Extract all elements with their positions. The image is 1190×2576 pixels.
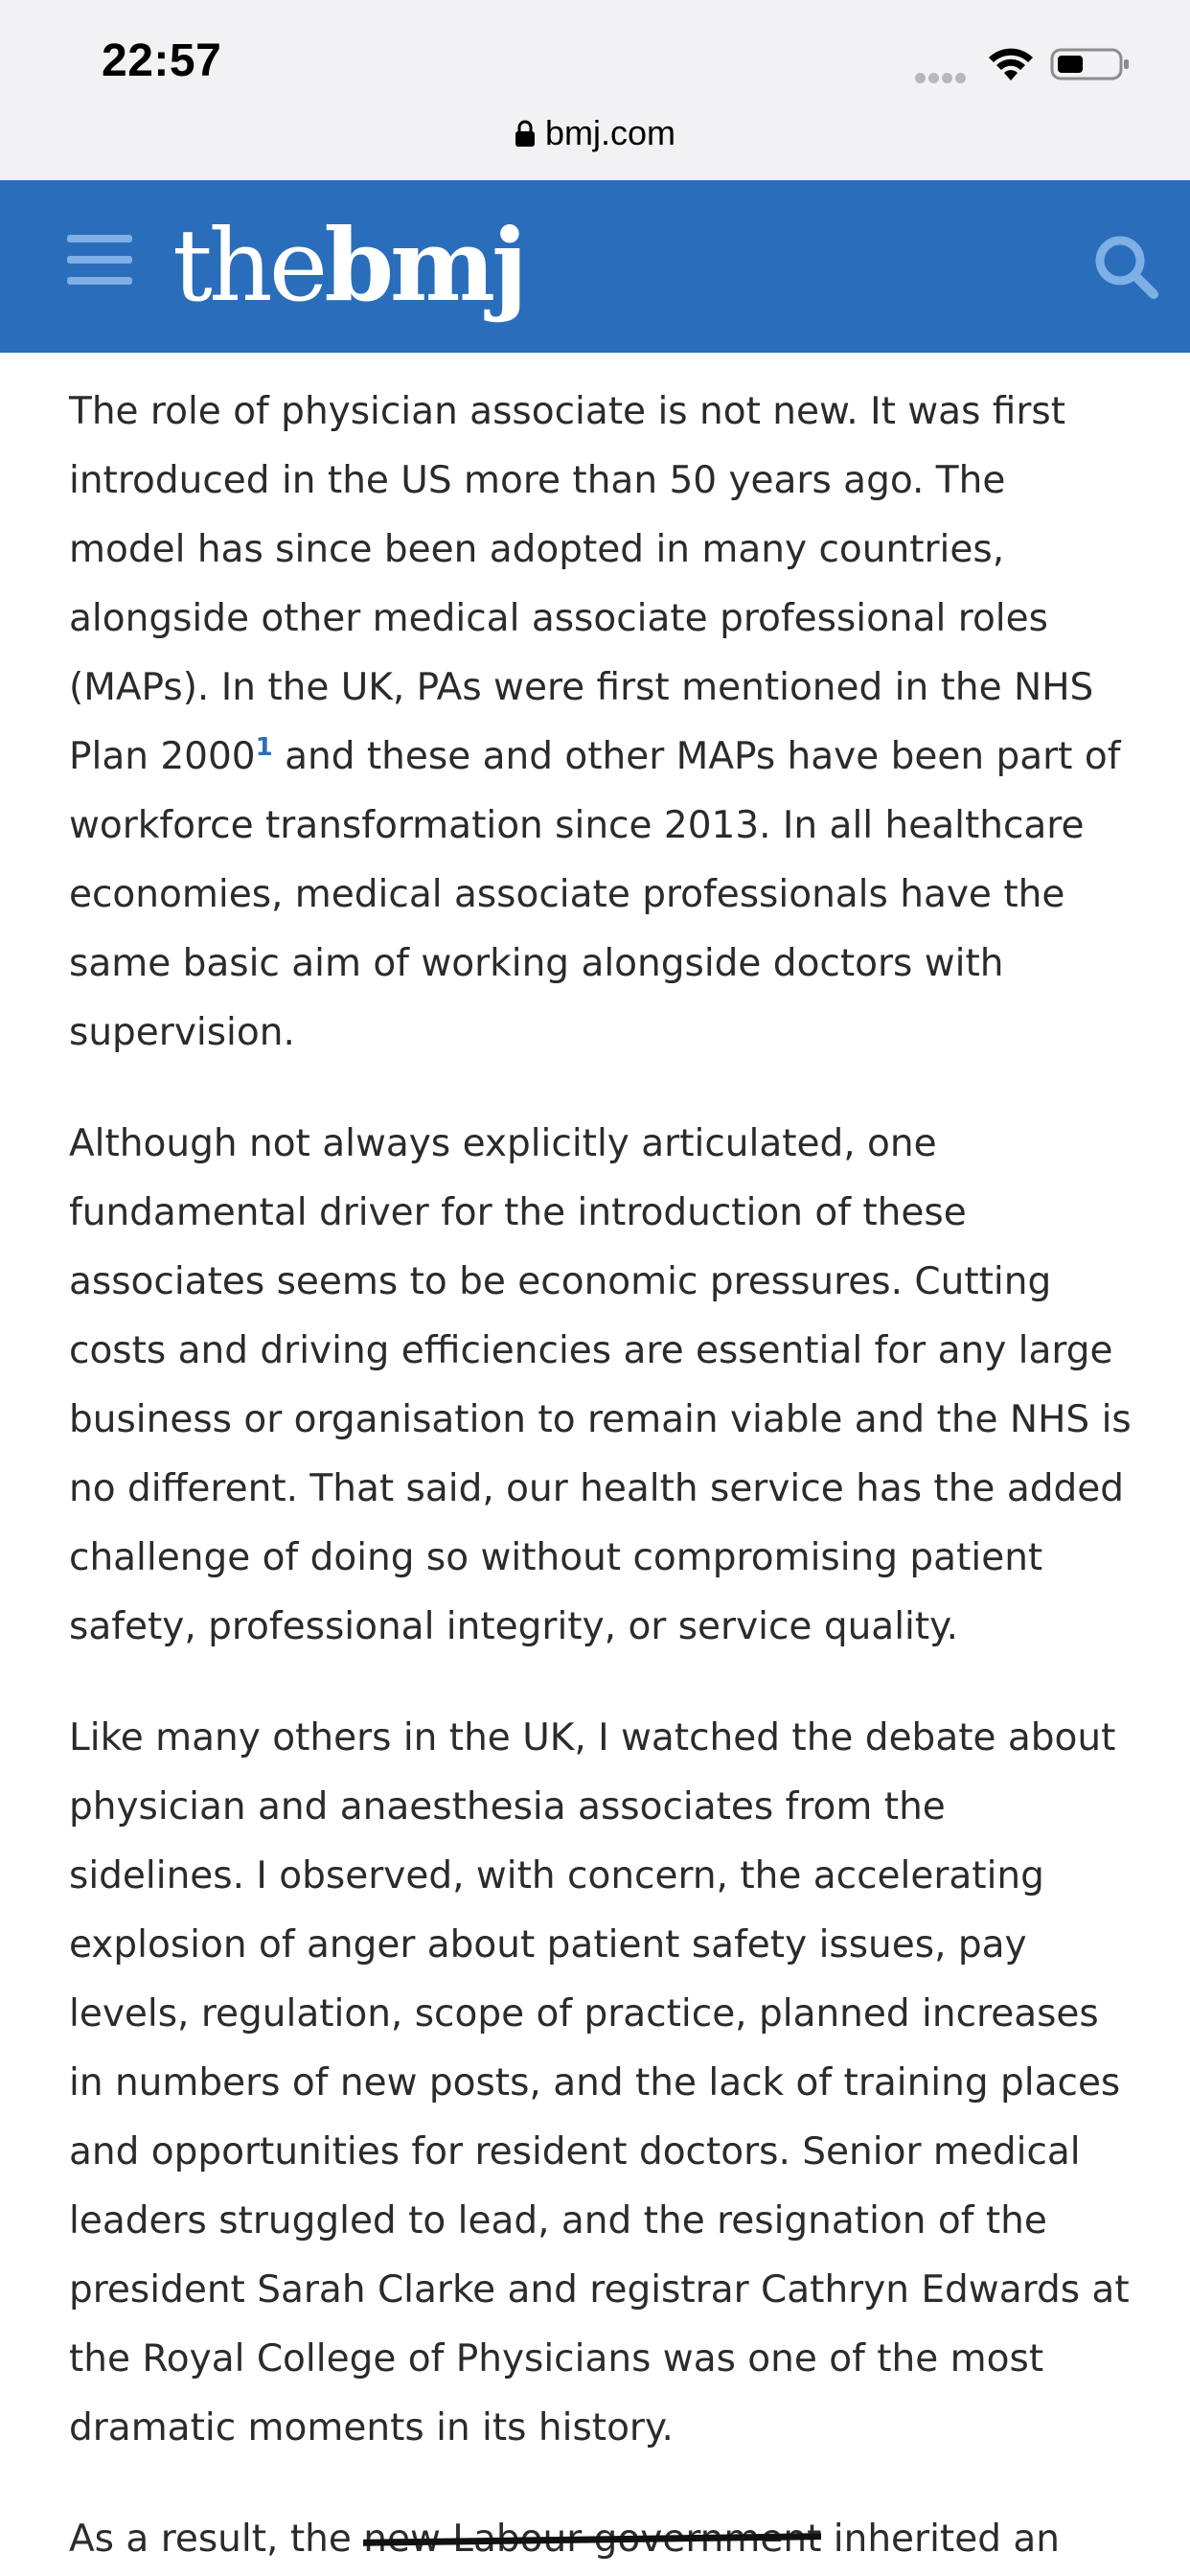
battery-icon [1050,46,1131,82]
article-paragraph: Like many others in the UK, I watched the debate about physician and anaesthesia associates from the sidelines. I observed, with concern, the accelerating explosion of anger about patient safety issues, pay levels, regulation, scope of practice, planned increases in numbers of new posts, and the lack of training places and opportunities for resident doctors. Senior medical leaders struggled to lead, and the resignation of the president Sarah Clarke and registrar Cathryn Edwards at the Royal College of Physicians was one of the most dramatic moments in its history. [69,1716,1130,2450]
site-logo[interactable] [172,206,524,324]
article-paragraph: The role of physician associate is not new. It was first introduced in the US more than 50 years ago. The model has since been adopted in many countries, alongside other medical associate professional roles (MAPs). In the UK, PAs were first mentioned in the NHS Plan 2000$^1$ and these and other MAPs have been part of workforce transformation since 2013. In all healthcare economies, medical associate professionals have the same basic aim of working alongside doctors with supervision. [69,390,1121,1054]
citation-link[interactable]: 1 [255,733,273,762]
lock-icon [515,119,536,148]
article-body [69,378,1133,2576]
status-time: 22:57 [102,35,222,86]
cellular-signal-icon [915,69,971,80]
status-bar [0,0,1190,180]
search-icon[interactable] [1092,233,1159,300]
article-paragraph: Although not always explicitly articulated, one fundamental driver for the introduction of these associates seems to be economic pressures. Cutting costs and driving efficiencies are essential for any large business or organisation to remain viable and the NHS is no different. That said, our health service has the added challenge of doing so without compromising patient safety, professional integrity, or service quality. [69,1122,1132,1648]
wifi-icon [987,46,1035,82]
logo-the: the [172,207,325,324]
struck-through-text [363,2518,821,2561]
logo-bmj: bmj [324,206,524,324]
url-bar[interactable] [0,113,1190,161]
url-text: bmj.com [544,113,676,152]
article-paragraph: As a result, the inherited an [69,2518,1060,2561]
menu-icon[interactable] [67,235,132,292]
